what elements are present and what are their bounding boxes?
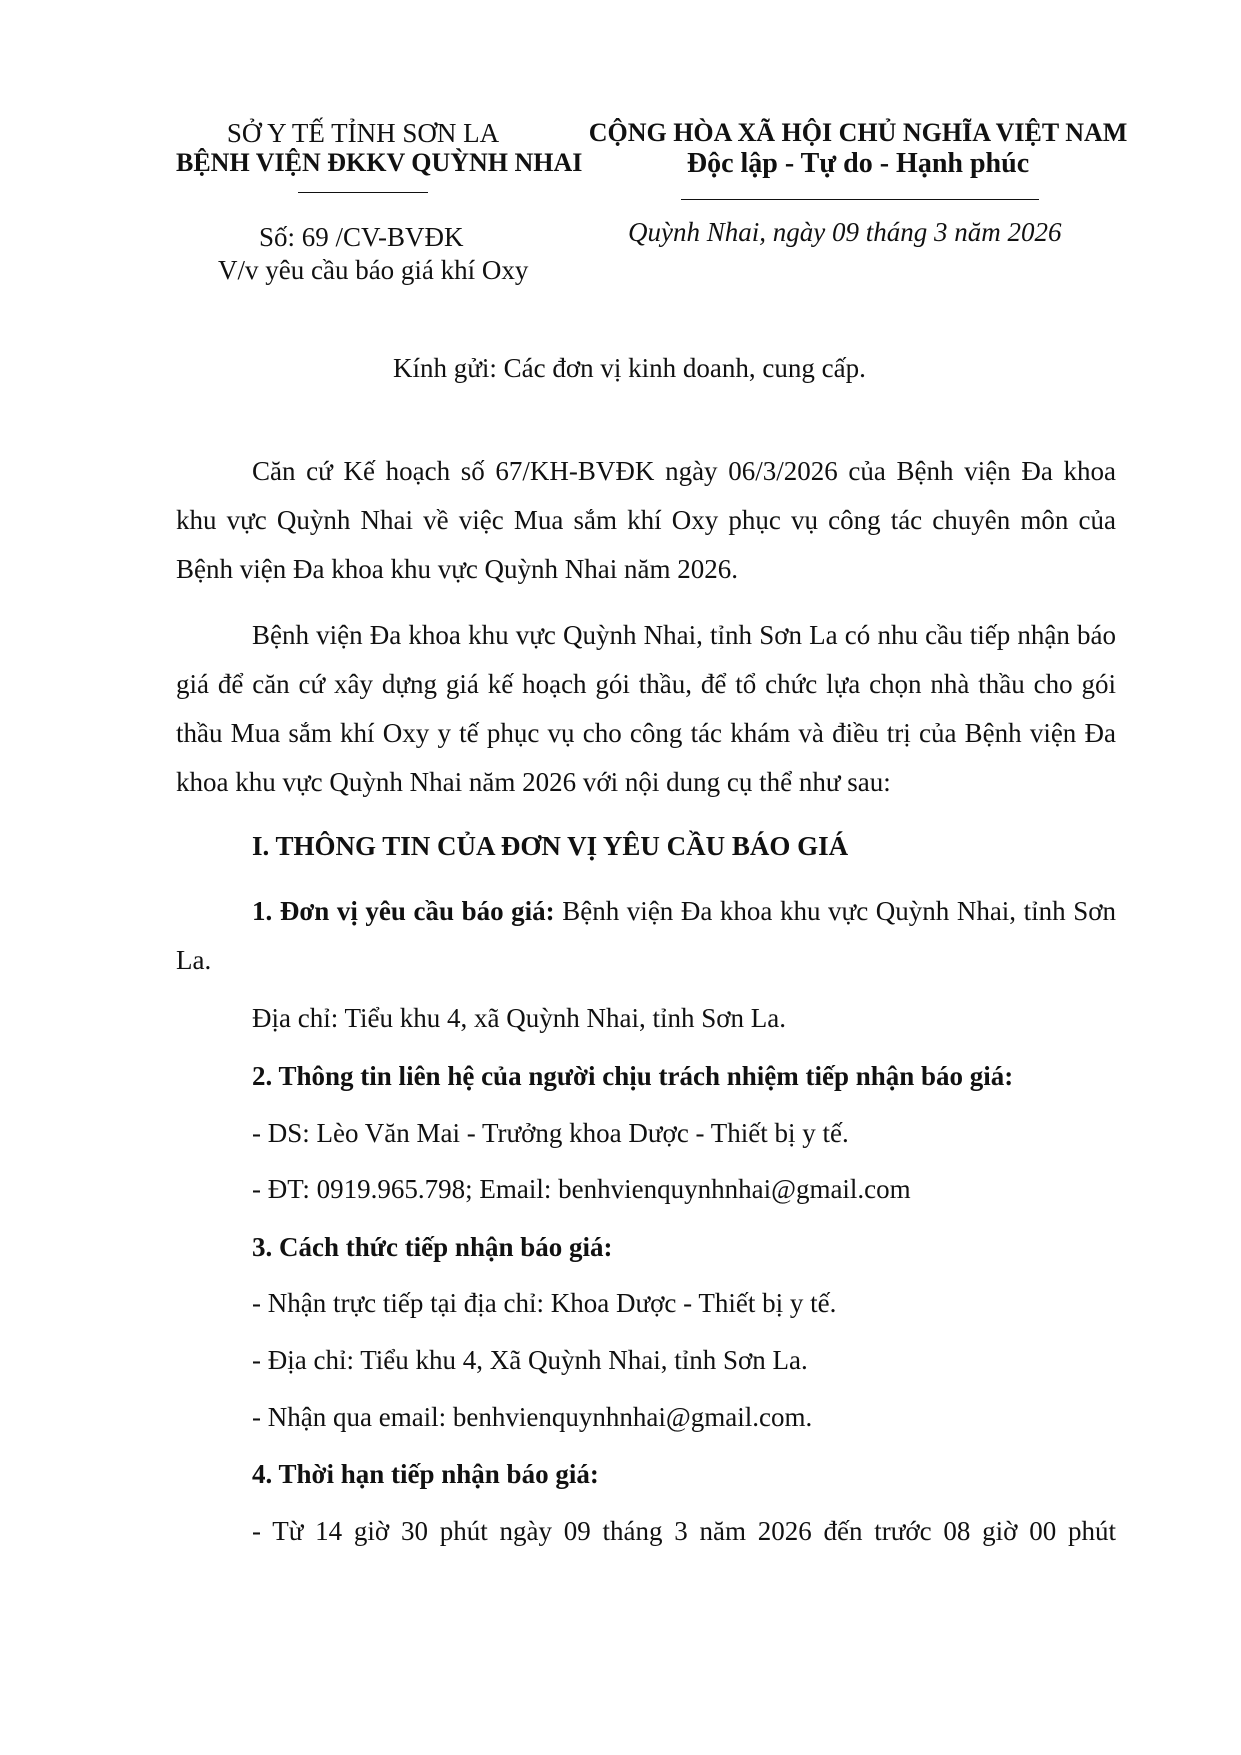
contact-person: - DS: Lèo Văn Mai - Trưởng khoa Dược - Thiết bị y tế.: [252, 1118, 849, 1148]
receive-direct: - Nhận trực tiếp tại địa chỉ: Khoa Dược - Thiết bị y tế.: [252, 1288, 837, 1318]
nation-title: CỘNG HÒA XÃ HỘI CHỦ NGHĨA VIỆT NAM: [588, 118, 1128, 147]
receive-address: - Địa chỉ: Tiểu khu 4, Xã Quỳnh Nhai, tỉnh Sơn La.: [252, 1345, 808, 1375]
item-2-heading: 2. Thông tin liên hệ của người chịu trách nhiệm tiếp nhận báo giá:: [252, 1061, 1014, 1091]
hospital-address: Địa chỉ: Tiểu khu 4, xã Quỳnh Nhai, tỉnh Sơn La.: [252, 1003, 787, 1033]
item-1-value: Bệnh viện Đa khoa khu vực Quỳnh Nhai, tỉnh Sơn La.: [176, 896, 1116, 975]
recipient-line: Kính gửi: Các đơn vị kinh doanh, cung cấp.: [393, 353, 866, 383]
item-1: [176, 887, 1116, 985]
document-number: Số: 69 /CV-BVĐK: [259, 222, 464, 252]
document-subject: V/v yêu cầu báo giá khí Oxy: [218, 255, 529, 285]
paragraph-request-text: Bệnh viện Đa khoa khu vực Quỳnh Nhai, tỉnh Sơn La có nhu cầu tiếp nhận báo giá để căn cứ xây dựng giá kế hoạch gói thầu, để tổ chức lựa chọn nhà thầu cho gói thầu Mua sắm khí Oxy y tế phục vụ cho công tác khám và điều trị của Bệnh viện Đa khoa khu vực Quỳnh Nhai năm 2026 với nội dung cụ thể như sau:: [176, 620, 1116, 797]
national-motto: Độc lập - Tự do - Hạnh phúc: [686, 148, 1030, 179]
item-4-heading: 4. Thời hạn tiếp nhận báo giá:: [252, 1459, 599, 1489]
item-1-label: 1. Đơn vị yêu cầu báo giá:: [252, 896, 555, 926]
department-name: SỞ Y TẾ TỈNH SƠN LA: [226, 118, 500, 148]
paragraph-request: [176, 611, 1116, 807]
paragraph-legal-basis: [176, 447, 1116, 594]
contact-phone-email: - ĐT: 0919.965.798; Email: benhvienquynhnhai@gmail.com: [252, 1174, 911, 1204]
place-and-date: Quỳnh Nhai, ngày 09 tháng 3 năm 2026: [628, 217, 1062, 247]
item-3-heading: 3. Cách thức tiếp nhận báo giá:: [252, 1232, 613, 1262]
receive-email: - Nhận qua email: benhvienquynhnhai@gmail.com.: [252, 1402, 813, 1432]
hospital-underline: [298, 192, 428, 193]
paragraph-legal-basis-text: Căn cứ Kế hoạch số 67/KH-BVĐK ngày 06/3/2026 của Bệnh viện Đa khoa khu vực Quỳnh Nhai về việc Mua sắm khí Oxy phục vụ công tác chuyên môn của Bệnh viện Đa khoa khu vực Quỳnh Nhai năm 2026.: [176, 456, 1116, 584]
deadline-text: - Từ 14 giờ 30 phút ngày 09 tháng 3 năm 2026 đến trước 08 giờ 00 phút: [252, 1516, 1116, 1546]
section-heading: I. THÔNG TIN CỦA ĐƠN VỊ YÊU CẦU BÁO GIÁ: [252, 831, 849, 861]
motto-underline: [681, 199, 1039, 200]
hospital-name: BỆNH VIỆN ĐKKV QUỲNH NHAI: [176, 148, 583, 177]
